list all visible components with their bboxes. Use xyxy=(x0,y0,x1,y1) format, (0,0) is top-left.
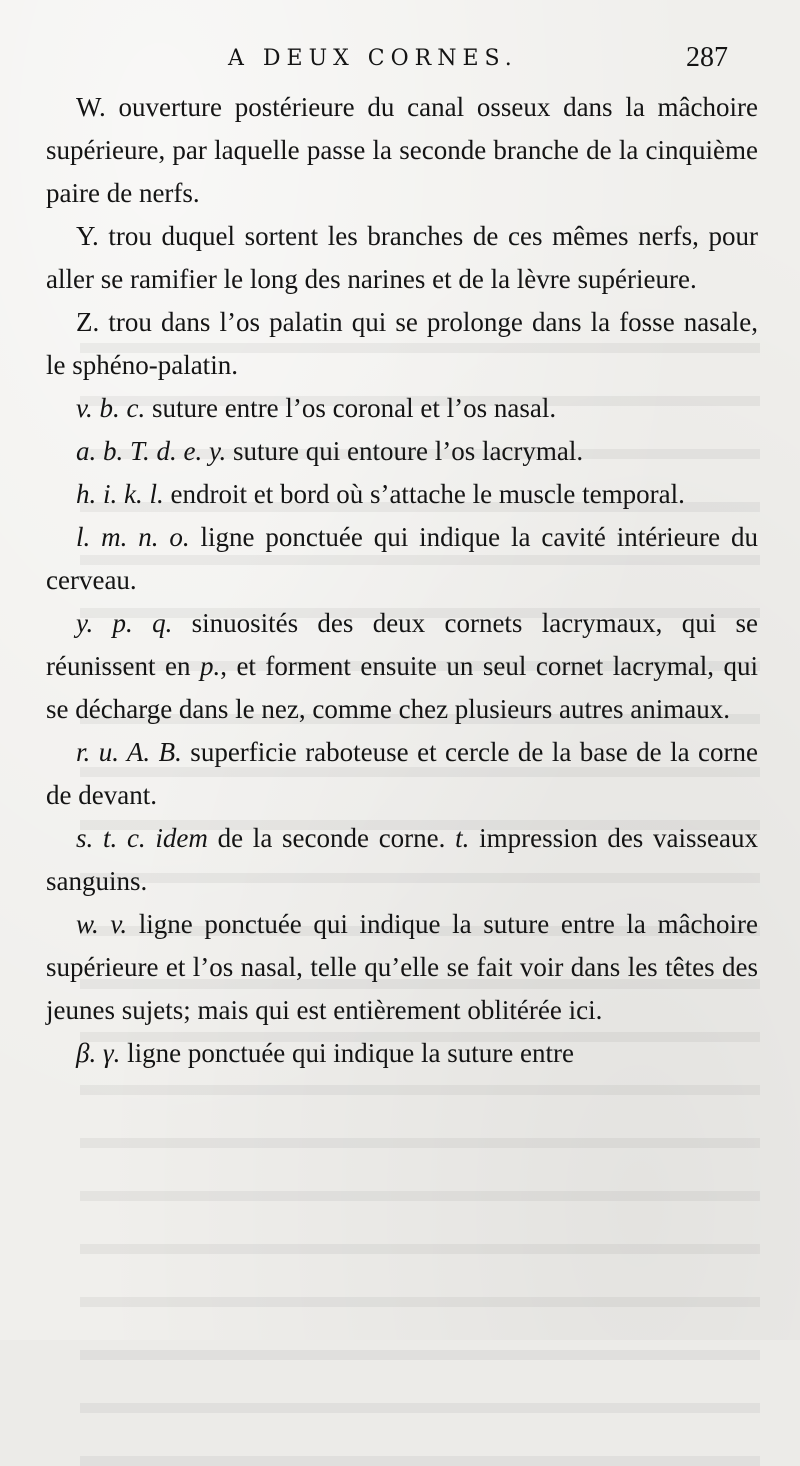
page-number: 287 xyxy=(686,42,728,73)
entry-text-secondary: impression des vaisseaux sanguins. xyxy=(46,823,758,896)
running-head xyxy=(0,42,800,78)
entry-label: l. m. n. o. xyxy=(76,522,190,552)
entry-text: ligne ponctuée qui indique la suture entre xyxy=(120,1038,574,1068)
legend-entry-w xyxy=(46,86,758,215)
entry-label: v. b. c. xyxy=(76,393,146,423)
entry-label-secondary: t. xyxy=(455,823,470,853)
legend-entry-z xyxy=(46,301,758,387)
entry-text: superficie raboteuse et cercle de la base de la corne de devant. xyxy=(46,737,759,810)
legend-entry-stc xyxy=(46,817,758,903)
legend-entry-wv xyxy=(46,903,758,1032)
entry-text-secondary: , et forment ensuite un seul cornet lacrymal, qui se décharge dans le nez, comme chez plusieurs autres animaux. xyxy=(46,651,758,724)
legend-entry-ruab xyxy=(46,731,758,817)
legend-entry-beta-gamma xyxy=(46,1032,758,1075)
running-title: A DEUX CORNES. xyxy=(228,46,518,71)
entry-label: Z. xyxy=(76,307,100,337)
entry-label: Y. xyxy=(76,221,99,251)
legend-entry-vbc xyxy=(46,387,758,430)
page-body xyxy=(46,86,758,1075)
entry-label-secondary: p. xyxy=(199,651,221,681)
entry-text: sinuosités des deux cornets lacrymaux, qui se réunissent en xyxy=(46,608,758,681)
entry-label: β. γ. xyxy=(76,1038,121,1068)
entry-label: r. u. A. B. xyxy=(76,737,182,767)
legend-entry-y xyxy=(46,215,758,301)
entry-label: w. v. xyxy=(76,909,128,939)
entry-label: W. xyxy=(76,92,106,122)
legend-entry-abtdey xyxy=(46,430,758,473)
entry-text: ouverture postérieure du canal osseux dans la mâchoire supérieure, par laquelle passe la seconde branche de la cinquième paire de nerfs. xyxy=(46,92,758,208)
entry-text: trou duquel sortent les branches de ces mêmes nerfs, pour aller se ramifier le long des narines et de la lèvre supérieure. xyxy=(46,221,758,294)
entry-label: s. t. c. idem xyxy=(76,823,208,853)
entry-label: a. b. T. d. e. y. xyxy=(76,436,227,466)
entry-text: de la seconde corne. xyxy=(207,823,456,853)
entry-text: endroit et bord où s’attache le muscle temporal. xyxy=(163,479,685,509)
legend-entry-lmno xyxy=(46,516,758,602)
legend-entry-ypq xyxy=(46,602,758,731)
entry-text: ligne ponctuée qui indique la suture entre la mâchoire supérieure et l’os nasal, telle qu’elle se fait voir dans les têtes des jeunes sujets; mais qui est entièrement oblitérée ici. xyxy=(46,909,758,1025)
entry-text: suture qui entoure l’os lacrymal. xyxy=(226,436,584,466)
entry-text: suture entre l’os coronal et l’os nasal. xyxy=(145,393,557,423)
entry-label: h. i. k. l. xyxy=(76,479,164,509)
entry-text: ligne ponctuée qui indique la cavité intérieure du cerveau. xyxy=(46,522,759,595)
legend-entry-hikl xyxy=(46,473,758,516)
entry-label: y. p. q. xyxy=(76,608,173,638)
entry-text: trou dans l’os palatin qui se prolonge dans la fosse nasale, le sphéno-palatin. xyxy=(46,307,758,380)
